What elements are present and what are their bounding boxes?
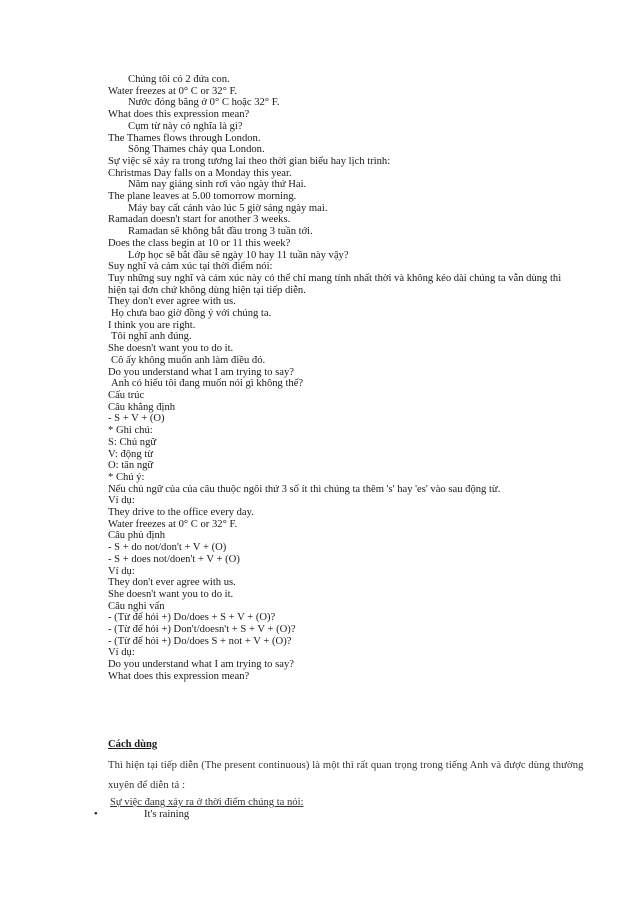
text-line: Suy nghĩ và cảm xúc tại thời điểm nói: bbox=[108, 261, 273, 273]
text-line: Lớp học sẽ bắt đầu sẽ ngày 10 hay 11 tuần này vậy? bbox=[128, 249, 349, 261]
text-body bbox=[108, 74, 618, 683]
text-line: Cụm từ này có nghĩa là gì? bbox=[128, 120, 243, 132]
text-line: Water freezes at 0° C or 32° F. bbox=[108, 518, 238, 530]
text-line: The plane leaves at 5.00 tomorrow morning. bbox=[108, 191, 297, 203]
text-line: They don't ever agree with us. bbox=[108, 577, 236, 589]
text-line: S: Chủ ngữ bbox=[108, 436, 157, 448]
text-line: The Thames flows through London. bbox=[108, 132, 261, 144]
text-line: Năm nay giáng sinh rơi vào ngày thứ Hai. bbox=[128, 179, 307, 191]
text-line: - S + does not/doen't + V + (O) bbox=[108, 553, 240, 565]
text-line: She doesn't want you to do it. bbox=[108, 588, 234, 600]
section-heading: Cách dùng bbox=[108, 739, 158, 750]
text-line: Tuy những suy nghĩ và cảm xúc này có thể chỉ mang tính nhất thời và không kéo dài chúng ta vẫn dùng thì bbox=[108, 272, 562, 284]
text-line: Câu nghi vấn bbox=[108, 600, 165, 612]
text-line: Họ chưa bao giờ đồng ý với chúng ta. bbox=[111, 308, 272, 320]
text-line: Nếu chủ ngữ của của câu thuộc ngôi thứ 3 số ít thì chúng ta thêm 's' hay 'es' vào sau động từ. bbox=[108, 483, 501, 495]
usage-section bbox=[108, 738, 598, 810]
text-line: Ví dụ: bbox=[108, 495, 135, 507]
text-line: Máy bay cất cánh vào lúc 5 giờ sáng ngày mai. bbox=[128, 202, 328, 214]
text-line: Cấu trúc bbox=[108, 389, 145, 401]
text-line: - (Từ để hỏi +) Don't/doesn't + S + V + (O)? bbox=[108, 624, 296, 636]
text-line: Câu phủ định bbox=[108, 530, 166, 542]
text-line: They don't ever agree with us. bbox=[108, 296, 236, 308]
text-line: - S + do not/don't + V + (O) bbox=[108, 542, 227, 554]
text-line: hiện tại đơn chứ không dùng hiện tại tiếp diễn. bbox=[108, 284, 306, 296]
text-line: What does this expression mean? bbox=[108, 670, 250, 682]
text-line: Ví dụ: bbox=[108, 647, 135, 659]
text-line: Ví dụ: bbox=[108, 565, 135, 577]
text-line: * Chú ý: bbox=[108, 471, 145, 483]
section-subheading: Sự việc đang xảy ra ở thời điểm chúng ta nói: bbox=[110, 797, 304, 808]
text-line: Sự việc sẽ xảy ra trong tương lai theo thời gian biểu hay lịch trình: bbox=[108, 155, 391, 167]
text-line: V: động từ bbox=[108, 448, 153, 460]
bullet-text: It's raining bbox=[144, 809, 190, 820]
text-line: What does this expression mean? bbox=[108, 109, 250, 121]
text-line: - (Từ để hỏi +) Do/does + S + V + (O)? bbox=[108, 612, 276, 624]
text-line: Ramadan doesn't start for another 3 weeks. bbox=[108, 214, 291, 226]
section-paragraph: Thì hiện tại tiếp diễn (The present continuous) là một thì rất quan trọng trong tiếng Anh và được dùng thường xuyên để diễn tả : bbox=[108, 760, 584, 791]
text-line: Do you understand what I am trying to say? bbox=[108, 659, 294, 671]
text-line: Water freezes at 0° C or 32° F. bbox=[108, 85, 238, 97]
bullet-icon: • bbox=[94, 809, 98, 820]
text-line: * Ghi chú: bbox=[108, 425, 153, 437]
text-line: Tôi nghĩ anh đúng. bbox=[111, 331, 192, 343]
text-line: I think you are right. bbox=[108, 319, 196, 331]
text-line: Ramadan sẽ không bắt đầu trong 3 tuần tới. bbox=[128, 226, 313, 238]
text-line: She doesn't want you to do it. bbox=[108, 343, 234, 355]
text-line: Chúng tôi có 2 đứa con. bbox=[128, 74, 230, 85]
text-line: They drive to the office every day. bbox=[108, 507, 254, 519]
text-line: Nước đóng băng ở 0° C hoặc 32° F. bbox=[128, 97, 280, 109]
text-line: Cô ấy không muốn anh làm điều đó. bbox=[111, 354, 266, 366]
text-line: Do you understand what I am trying to say? bbox=[108, 366, 294, 378]
text-line: Christmas Day falls on a Monday this year. bbox=[108, 167, 292, 179]
text-line: - (Từ để hỏi +) Do/does S + not + V + (O)? bbox=[108, 635, 292, 647]
text-line: - S + V + (O) bbox=[108, 413, 165, 425]
text-line: Sông Thames chảy qua London. bbox=[128, 144, 265, 156]
text-line: Anh có hiểu tôi đang muốn nói gì không thế? bbox=[111, 378, 304, 390]
text-line: Does the class begin at 10 or 11 this week? bbox=[108, 237, 291, 249]
text-line: O: tân ngữ bbox=[108, 460, 154, 472]
text-line: Câu khẳng định bbox=[108, 401, 176, 413]
